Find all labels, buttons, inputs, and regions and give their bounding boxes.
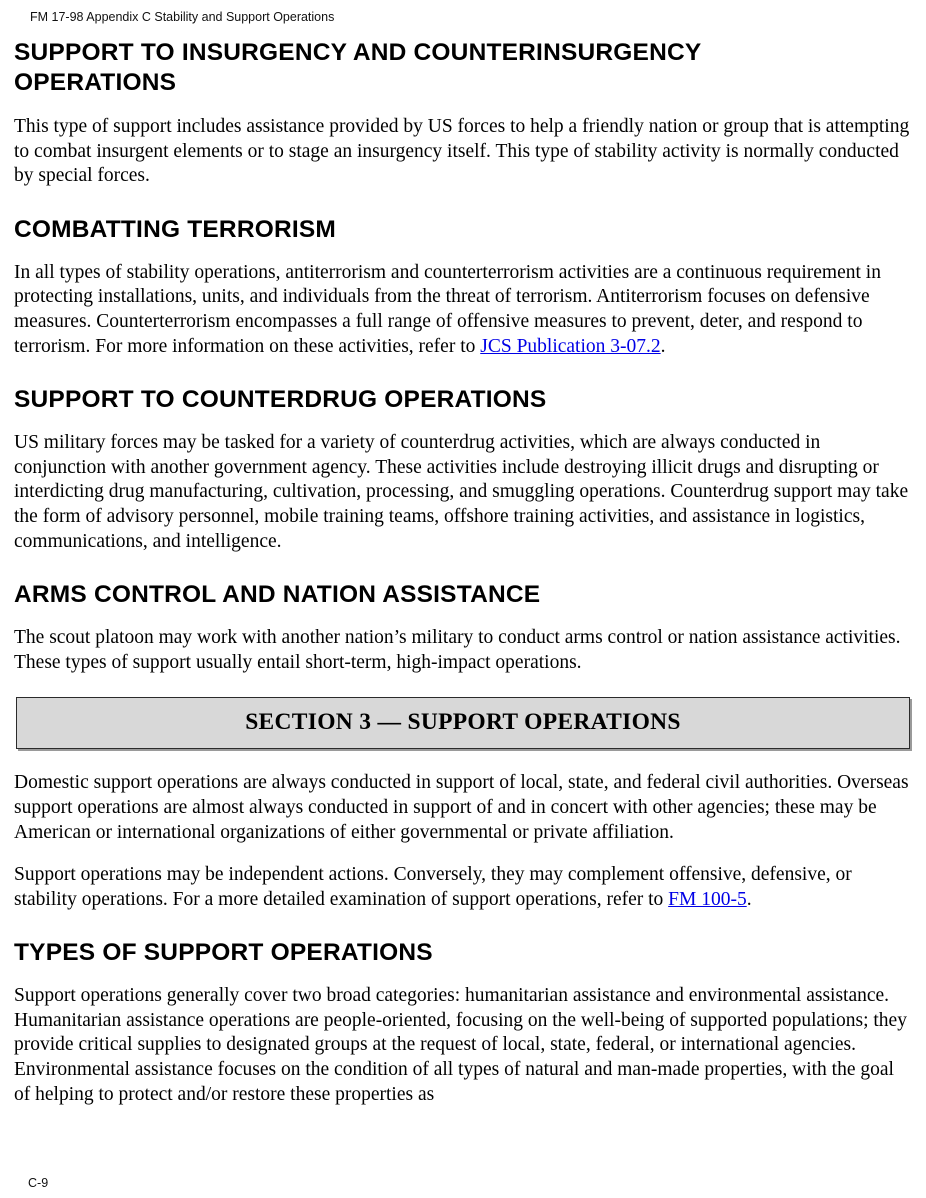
heading-arms-control: ARMS CONTROL AND NATION ASSISTANCE — [14, 581, 541, 609]
paragraph-counterdrug: US military forces may be tasked for a variety of counterdrug activities, which are always conducted in conjunction with another government agency. These activities include destroying illicit drugs and disrupting or interdicting drug manufacturing, cultivation, processing, and smuggling operations. Counterdrug support may take the form of advisory personnel, mobile training teams, offshore training activities, and assistance in logistics, communications, and intelligence. — [14, 432, 909, 552]
paragraph-support-ops-2-period: . — [746, 888, 752, 910]
heading-counterdrug: SUPPORT TO COUNTERDRUG OPERATIONS — [14, 386, 547, 414]
paragraph-types-of-support: Support operations generally cover two broad categories: humanitarian assistance and environmental assistance. Humanitarian assistance operations are people-oriented, focusing on the well-being of supported populations; they provide critical supplies to designated groups at the request of local, state, federal, or international agencies. Environmental assistance focuses on the condition of all types of natural and man-made properties, with the goal of helping to protect and/or restore these properties as — [14, 985, 907, 1105]
paragraph-insurgency: This type of support includes assistance provided by US forces to help a friendly nation or group that is attempting to combat insurgent elements or to stage an insurgency itself. This type of stability activity is normally conducted by special forces. — [14, 116, 910, 187]
heading-types-of-support: TYPES OF SUPPORT OPERATIONS — [14, 939, 433, 967]
section3-banner: SECTION 3 — SUPPORT OPERATIONS — [16, 697, 910, 749]
paragraph-terrorism-period: . — [660, 335, 666, 357]
paragraph-support-ops-2 — [14, 863, 912, 912]
paragraph-terrorism-text: In all types of stability operations, antiterrorism and counterterrorism activities are a continuous requirement in protecting installations, units, and individuals from the threat of terrorism. Antiterrorism focuses on defensive measures. Counterterrorism encompasses a full range of offensive measures to prevent, deter, and respond to terrorism. For more information on these activities, refer to — [14, 261, 881, 357]
paragraph-terrorism — [14, 261, 912, 359]
running-header: FM 17-98 Appendix C Stability and Support Operations — [30, 10, 335, 24]
heading-support-insurgency: SUPPORT TO INSURGENCY AND COUNTERINSURGENCY OPERATIONS — [14, 39, 701, 96]
page-number: C-9 — [28, 1176, 49, 1190]
heading-combatting-terrorism: COMBATTING TERRORISM — [14, 215, 337, 243]
paragraph-support-ops-2-text: Support operations may be independent actions. Conversely, they may complement offensive, defensive, or stability operations. For a more detailed examination of support operations, refer to — [14, 864, 852, 910]
paragraph-support-ops-1: Domestic support operations are always conducted in support of local, state, and federal civil authorities. Overseas support operations are almost always conducted in support of and in concert with other agencies; these may be American or international organizations of either governmental or private affiliation. — [14, 772, 909, 843]
link-fm-100-5[interactable]: FM 100-5 — [668, 888, 747, 910]
paragraph-arms-control: The scout platoon may work with another nation’s military to conduct arms control or nation assistance activities. These types of support usually entail short-term, high-impact operations. — [14, 627, 901, 673]
link-jcs-publication[interactable]: JCS Publication 3-07.2 — [480, 335, 661, 357]
